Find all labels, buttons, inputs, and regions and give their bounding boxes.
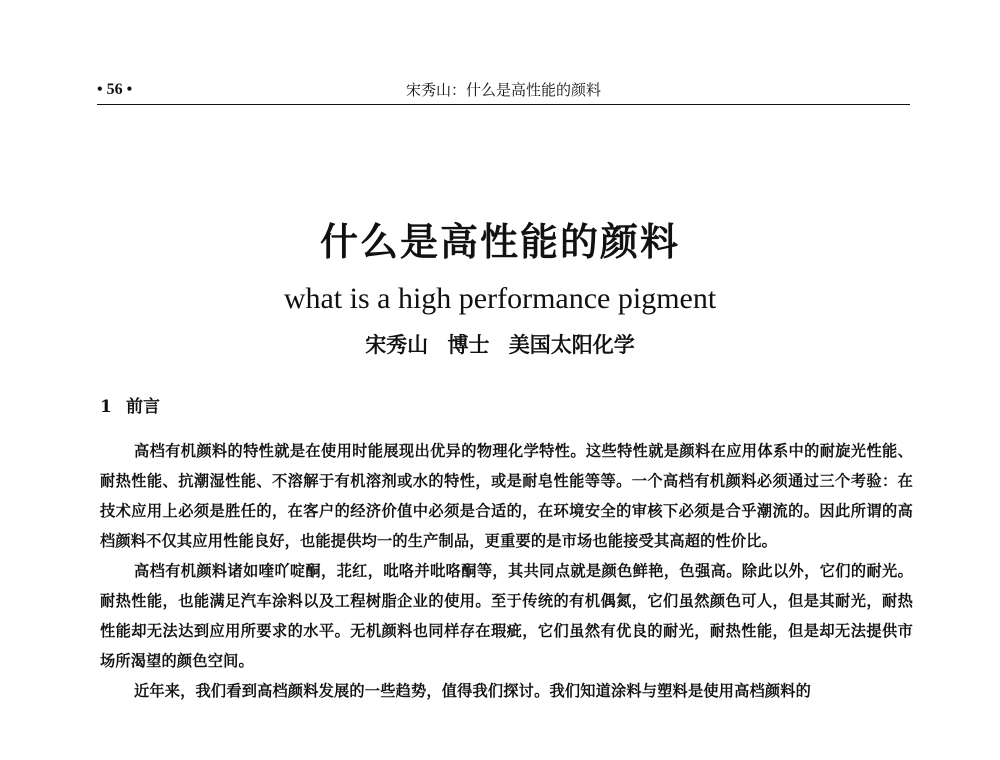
paragraph: 高档有机颜料诸如喹吖啶酮，苝红，吡咯并吡咯酮等，其共同点就是颜色鲜艳，色强高。除此以外，它们的耐光。耐热性能，也能满足汽车涂料以及工程树脂企业的使用。至于传统的有机偶氮，它们虽然颜色可人，但是其耐光，耐热性能却无法达到应用所要求的水平。无机颜料也同样存在瑕疵，它们虽然有优良的耐光，耐热性能，但是却无法提供市场所渴望的颜色空间。 [100, 562, 913, 670]
running-header [97, 78, 910, 105]
article-title-chinese: 什么是高性能的颜料 [319, 220, 680, 264]
section-heading [100, 394, 160, 420]
paragraph: 高档有机颜料的特性就是在使用时能展现出优异的物理化学特性。这些特性就是颜料在应用体系中的耐旋光性能、耐热性能、抗潮湿性能、不溶解于有机溶剂或水的特性，或是耐皂性能等等。一个高档有机颜料必须通过三个考验：在技术应用上必须是胜任的，在客户的经济价值中必须是合适的，在环境安全的审核下必须是合乎潮流的。因此所谓的高档颜料不仅其应用性能良好，也能提供均一的生产制品，更重要的是市场也能接受其高超的性价比。 [100, 442, 913, 550]
running-title: 宋秀山：什么是高性能的颜料 [405, 81, 601, 99]
section-number: 1 [100, 397, 112, 417]
page-number: • 56 • [97, 81, 133, 98]
body-text [100, 436, 913, 706]
paragraph: 近年来，我们看到高档颜料发展的一些趋势，值得我们探讨。我们知道涂料与塑料是使用高档颜料的 [134, 682, 812, 700]
author-line: 宋秀山 博士 美国太阳化学 [365, 332, 635, 357]
section-title: 前言 [126, 397, 160, 417]
article-title-english: what is a high performance pigment [283, 282, 717, 315]
